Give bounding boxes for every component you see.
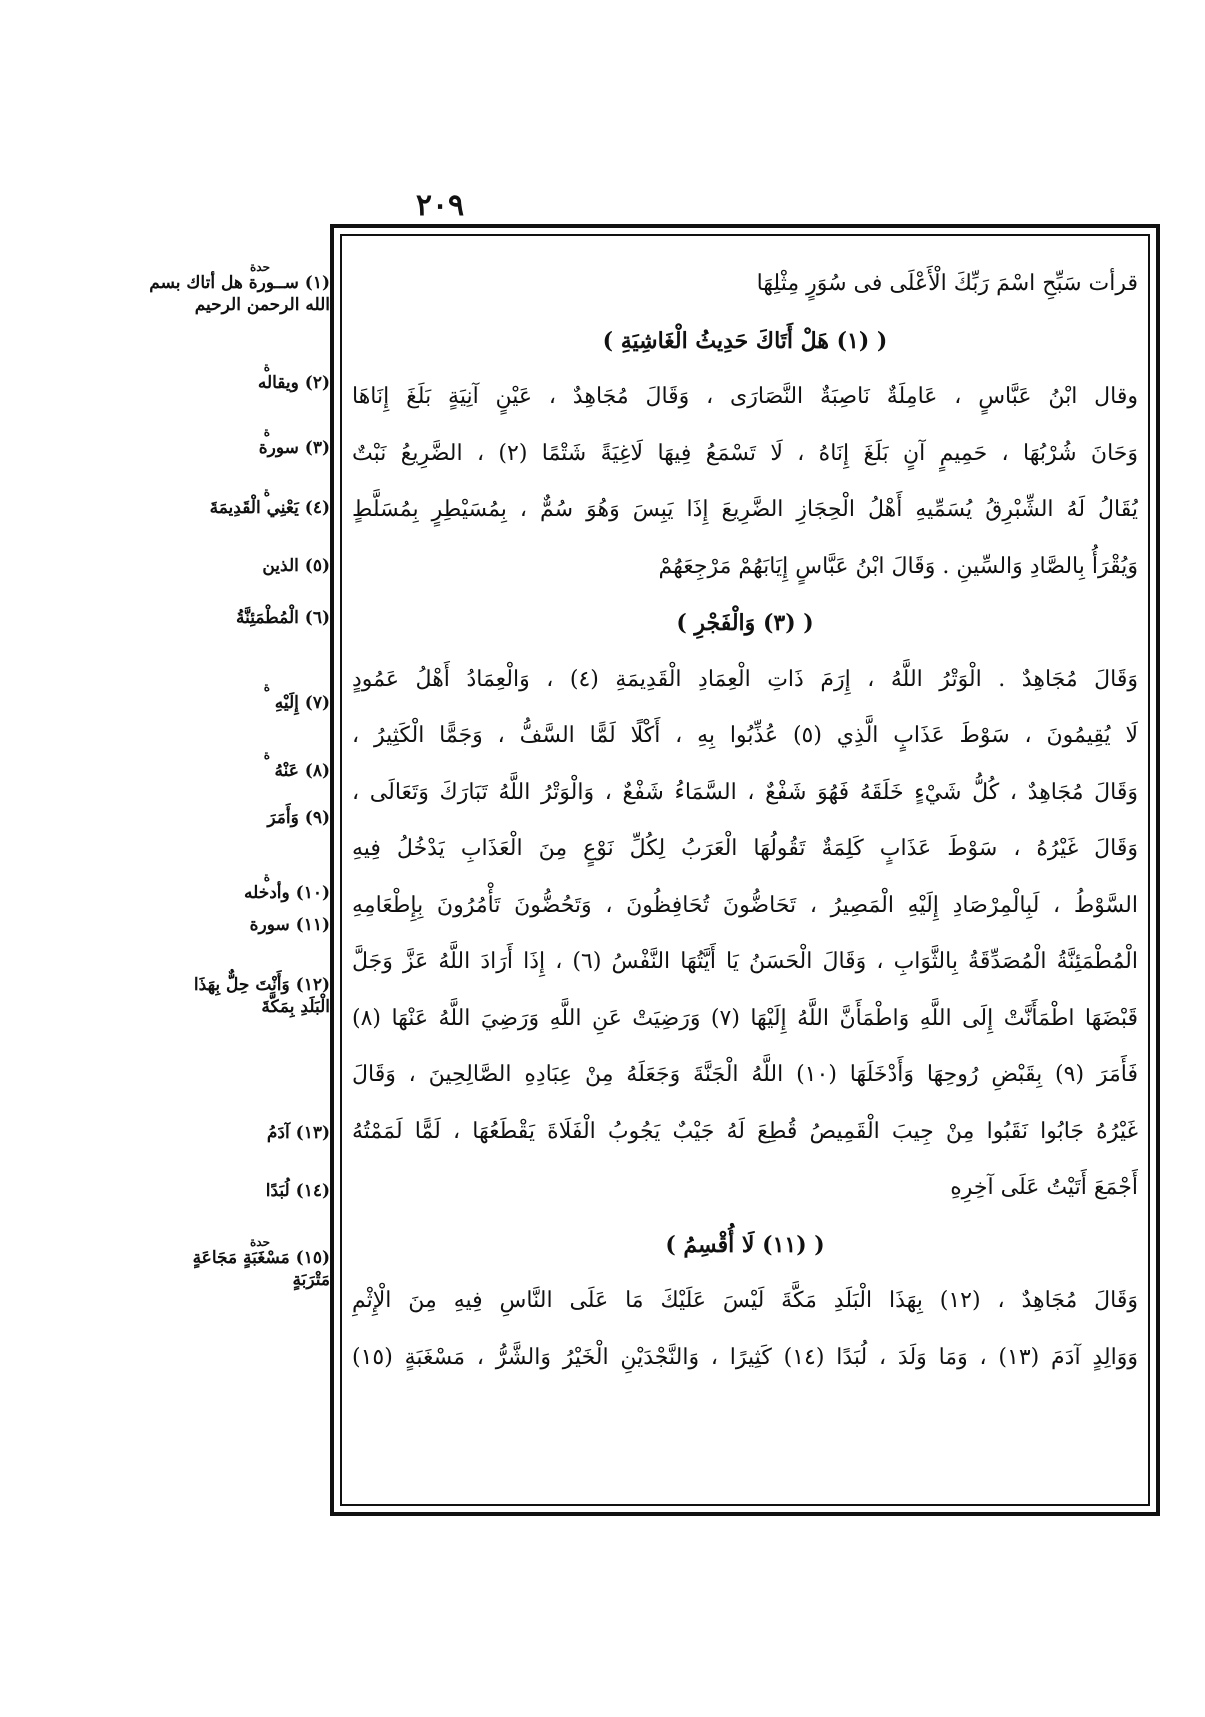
text-line: وَوَالِدٍ آدَمَ (١٣) ، وَمَا وَلَدَ ، لُبَدًا (١٤) كَثِيرًا ، وَالنَّجْدَيْنِ الْخَيْرُ وَالشَّرُّ ، مَسْغَبَةٍ (١٥) bbox=[352, 1344, 1138, 1370]
note-text-continued: الله الرحمن الرحيم bbox=[194, 295, 330, 315]
margin-note bbox=[140, 807, 330, 829]
margin-note bbox=[140, 1180, 330, 1202]
margin-note bbox=[140, 487, 330, 519]
text-line: وَقَالَ غَيْرُهُ ، سَوْطَ عَذَابٍ كَلِمَةٌ تَقُولُهَا الْعَرَبُ لِكُلِّ نَوْعٍ مِنَ الْعَذَابِ يَدْخُلُ فِيهِ bbox=[352, 836, 1138, 861]
margin-note bbox=[140, 362, 330, 394]
margin-note bbox=[140, 682, 330, 714]
note-text: (٣) سورة bbox=[258, 438, 330, 458]
section-heading: ( (٣) وَالْفَجْرِ ) bbox=[676, 610, 814, 636]
text-line: فَأَمَرَ (٩) بِقَبْضِ رُوحِهَا وَأَدْخَلَهَا (١٠) اللَّهُ الْجَنَّةَ وَجَعَلَهُ مِنْ عِبَادِهِ الصَّالِحِينَ ، وَقَالَ bbox=[352, 1062, 1138, 1087]
note-mark: ة bbox=[263, 748, 270, 762]
section-heading: ( (١) هَلْ أَتَاكَ حَدِيثُ الْغَاشِيَةِ ) bbox=[602, 327, 888, 354]
note-text: (٧) إِلَيْهِ bbox=[274, 693, 330, 713]
note-text: (١٠) وأدخله bbox=[243, 883, 330, 903]
margin-note bbox=[140, 914, 330, 936]
text-line: وَحَانَ شُرْبُهَا ، حَمِيمٍ آنٍ بَلَغَ إِنَاهُ ، لَا تَسْمَعُ فِيهَا لَاغِيَةً شَتْمًا (٢) ، الضَّرِيعُ نَبْتٌ bbox=[352, 440, 1138, 466]
text-line: يُقَالُ لَهُ الشِّبْرِقُ يُسَمِّيهِ أَهْلُ الْحِجَازِ الضَّرِيعَ إِذَا يَبِسَ وَهُوَ سُمٌّ ، بِمُسَيْطِرٍ بِمُسَلَّطٍ bbox=[352, 497, 1138, 522]
text-line: قَبْضَهَا اطْمَأَنَّتْ إِلَى اللَّهِ وَاطْمَأَنَّ اللَّهُ إِلَيْهَا (٧) وَرَضِيَتْ عَنِ اللَّهِ وَرَضِيَ اللَّهُ عَنْهَا (٨) bbox=[352, 1005, 1138, 1031]
note-text: (١٥) مَسْغَبَةٍ مَجَاعَةٍ bbox=[192, 1248, 330, 1268]
margin-note bbox=[140, 1237, 330, 1291]
text-line: وَقَالَ مُجَاهِدٌ . الْوَتْرُ اللَّهُ ، إِرَمَ ذَاتِ الْعِمَادِ الْقَدِيمَةِ (٤) ، وَالْعِمَادُ أَهْلُ عَمُودٍ bbox=[352, 666, 1138, 692]
text-line: غَيْرُهُ جَابُوا نَقَبُوا مِنْ جِيبَ الْقَمِيصُ قُطِعَ لَهُ جَيْبٌ يَجُوبُ الْفَلَاةَ يَقْطَعُهَا ، لَمًّا لَمَمْتُهُ bbox=[352, 1118, 1138, 1144]
note-mark: ة bbox=[263, 485, 270, 499]
text-line: السَّوْطُ ، لَبِالْمِرْصَادِ إِلَيْهِ الْمَصِيرُ ، تَحَاضُّونَ تُحَافِظُونَ ، وَتَحُضُّونَ تَأْمُرُونَ بِإِطْعَامِهِ bbox=[352, 892, 1138, 918]
margin-notes bbox=[140, 262, 330, 1382]
main-text-block bbox=[352, 256, 1138, 1386]
text-line: أَجْمَعَ أَتَيْتُ عَلَى آخِرِهِ bbox=[950, 1175, 1138, 1200]
note-text: (٦) الْمُطْمَئِنَّةُ bbox=[235, 608, 330, 628]
note-text: (١) ســورة هل أتاك بسم bbox=[149, 273, 330, 293]
note-mark: ة bbox=[263, 425, 270, 439]
margin-note bbox=[140, 607, 330, 629]
note-text: (١٤) لُبَدًا bbox=[265, 1181, 330, 1201]
margin-note bbox=[140, 750, 330, 782]
note-mark: ة bbox=[263, 870, 270, 884]
margin-note bbox=[140, 555, 330, 577]
note-text: (٩) وَأَمَرَ bbox=[267, 808, 330, 828]
text-line: وَيُقْرَأُ بِالصَّادِ وَالسِّينِ . وَقَالَ ابْنُ عَبَّاسٍ إِيَابَهُمْ مَرْجِعَهُمْ bbox=[658, 553, 1138, 579]
text-line: وَقَالَ مُجَاهِدٌ ، (١٢) بِهَذَا الْبَلَدِ مَكَّةَ لَيْسَ عَلَيْكَ مَا عَلَى النَّاسِ فِيهِ مِنَ الْإِثْمِ bbox=[352, 1288, 1138, 1313]
note-text-continued: مَتْرَبَةٍ bbox=[292, 1270, 330, 1290]
note-mark: ة bbox=[263, 680, 270, 694]
note-mark: ة bbox=[263, 360, 270, 374]
note-mark: حدة bbox=[249, 260, 270, 274]
text-line: الْمُطْمَئِنَّةُ الْمُصَدِّقَةُ بِالثَّوَابِ ، وَقَالَ الْحَسَنُ يَا أَيَّتُهَا النَّفْسُ (٦) ، إِذَا أَرَادَ اللَّهُ عَزَّ وَجَلَّ bbox=[352, 949, 1138, 974]
note-text: (٤) يَعْنِي الْقَدِيمَةَ bbox=[209, 498, 330, 518]
margin-note bbox=[140, 1122, 330, 1144]
text-line: وقال ابْنُ عَبَّاسٍ ، عَامِلَةٌ نَاصِبَةٌ النَّصَارَى ، وَقَالَ مُجَاهِدٌ ، عَيْنٍ آنِيَةٍ بَلَغَ إِنَاهَا bbox=[352, 384, 1138, 409]
margin-note bbox=[140, 872, 330, 904]
note-text: (٢) ويقاله bbox=[257, 373, 330, 393]
note-text: (١٢) وَأَنْتَ حِلٌّ بِهَذَا bbox=[193, 975, 330, 995]
margin-note bbox=[140, 262, 330, 316]
margin-note bbox=[140, 427, 330, 459]
note-text-continued: الْبَلَدِ بِمَكَّةَ bbox=[261, 997, 330, 1017]
note-text: (١١) سورة bbox=[249, 915, 330, 935]
page-number: ٢٠٩ bbox=[415, 188, 465, 223]
text-line: لَا يُقِيمُونَ ، سَوْطَ عَذَابٍ الَّذِي (٥) عُذِّبُوا بِهِ ، أَكْلًا لَمًّا السَّفُّ ، وَجَمًّا الْكَثِيرُ ، bbox=[352, 723, 1138, 748]
text-line: وَقَالَ مُجَاهِدٌ ، كُلُّ شَيْءٍ خَلَقَهُ فَهُوَ شَفْعٌ ، السَّمَاءُ شَفْعٌ ، وَالْوَتْرُ اللَّهُ تَبَارَكَ وَتَعَالَى ، bbox=[352, 779, 1138, 805]
note-text: (١٣) آدَمُ bbox=[266, 1123, 330, 1143]
text-line: قرأت سَبِّحِ اسْمَ رَبِّكَ الْأَعْلَى فى سُوَرٍ مِثْلِهَا bbox=[756, 271, 1138, 296]
note-text: (٥) الذين bbox=[262, 556, 330, 576]
margin-note bbox=[140, 974, 330, 1018]
note-text: (٨) عَنْهُ bbox=[274, 761, 330, 781]
note-mark: حدة bbox=[249, 1235, 270, 1249]
section-heading: ( (١١) لَا أُقْسِمُ ) bbox=[665, 1231, 825, 1258]
